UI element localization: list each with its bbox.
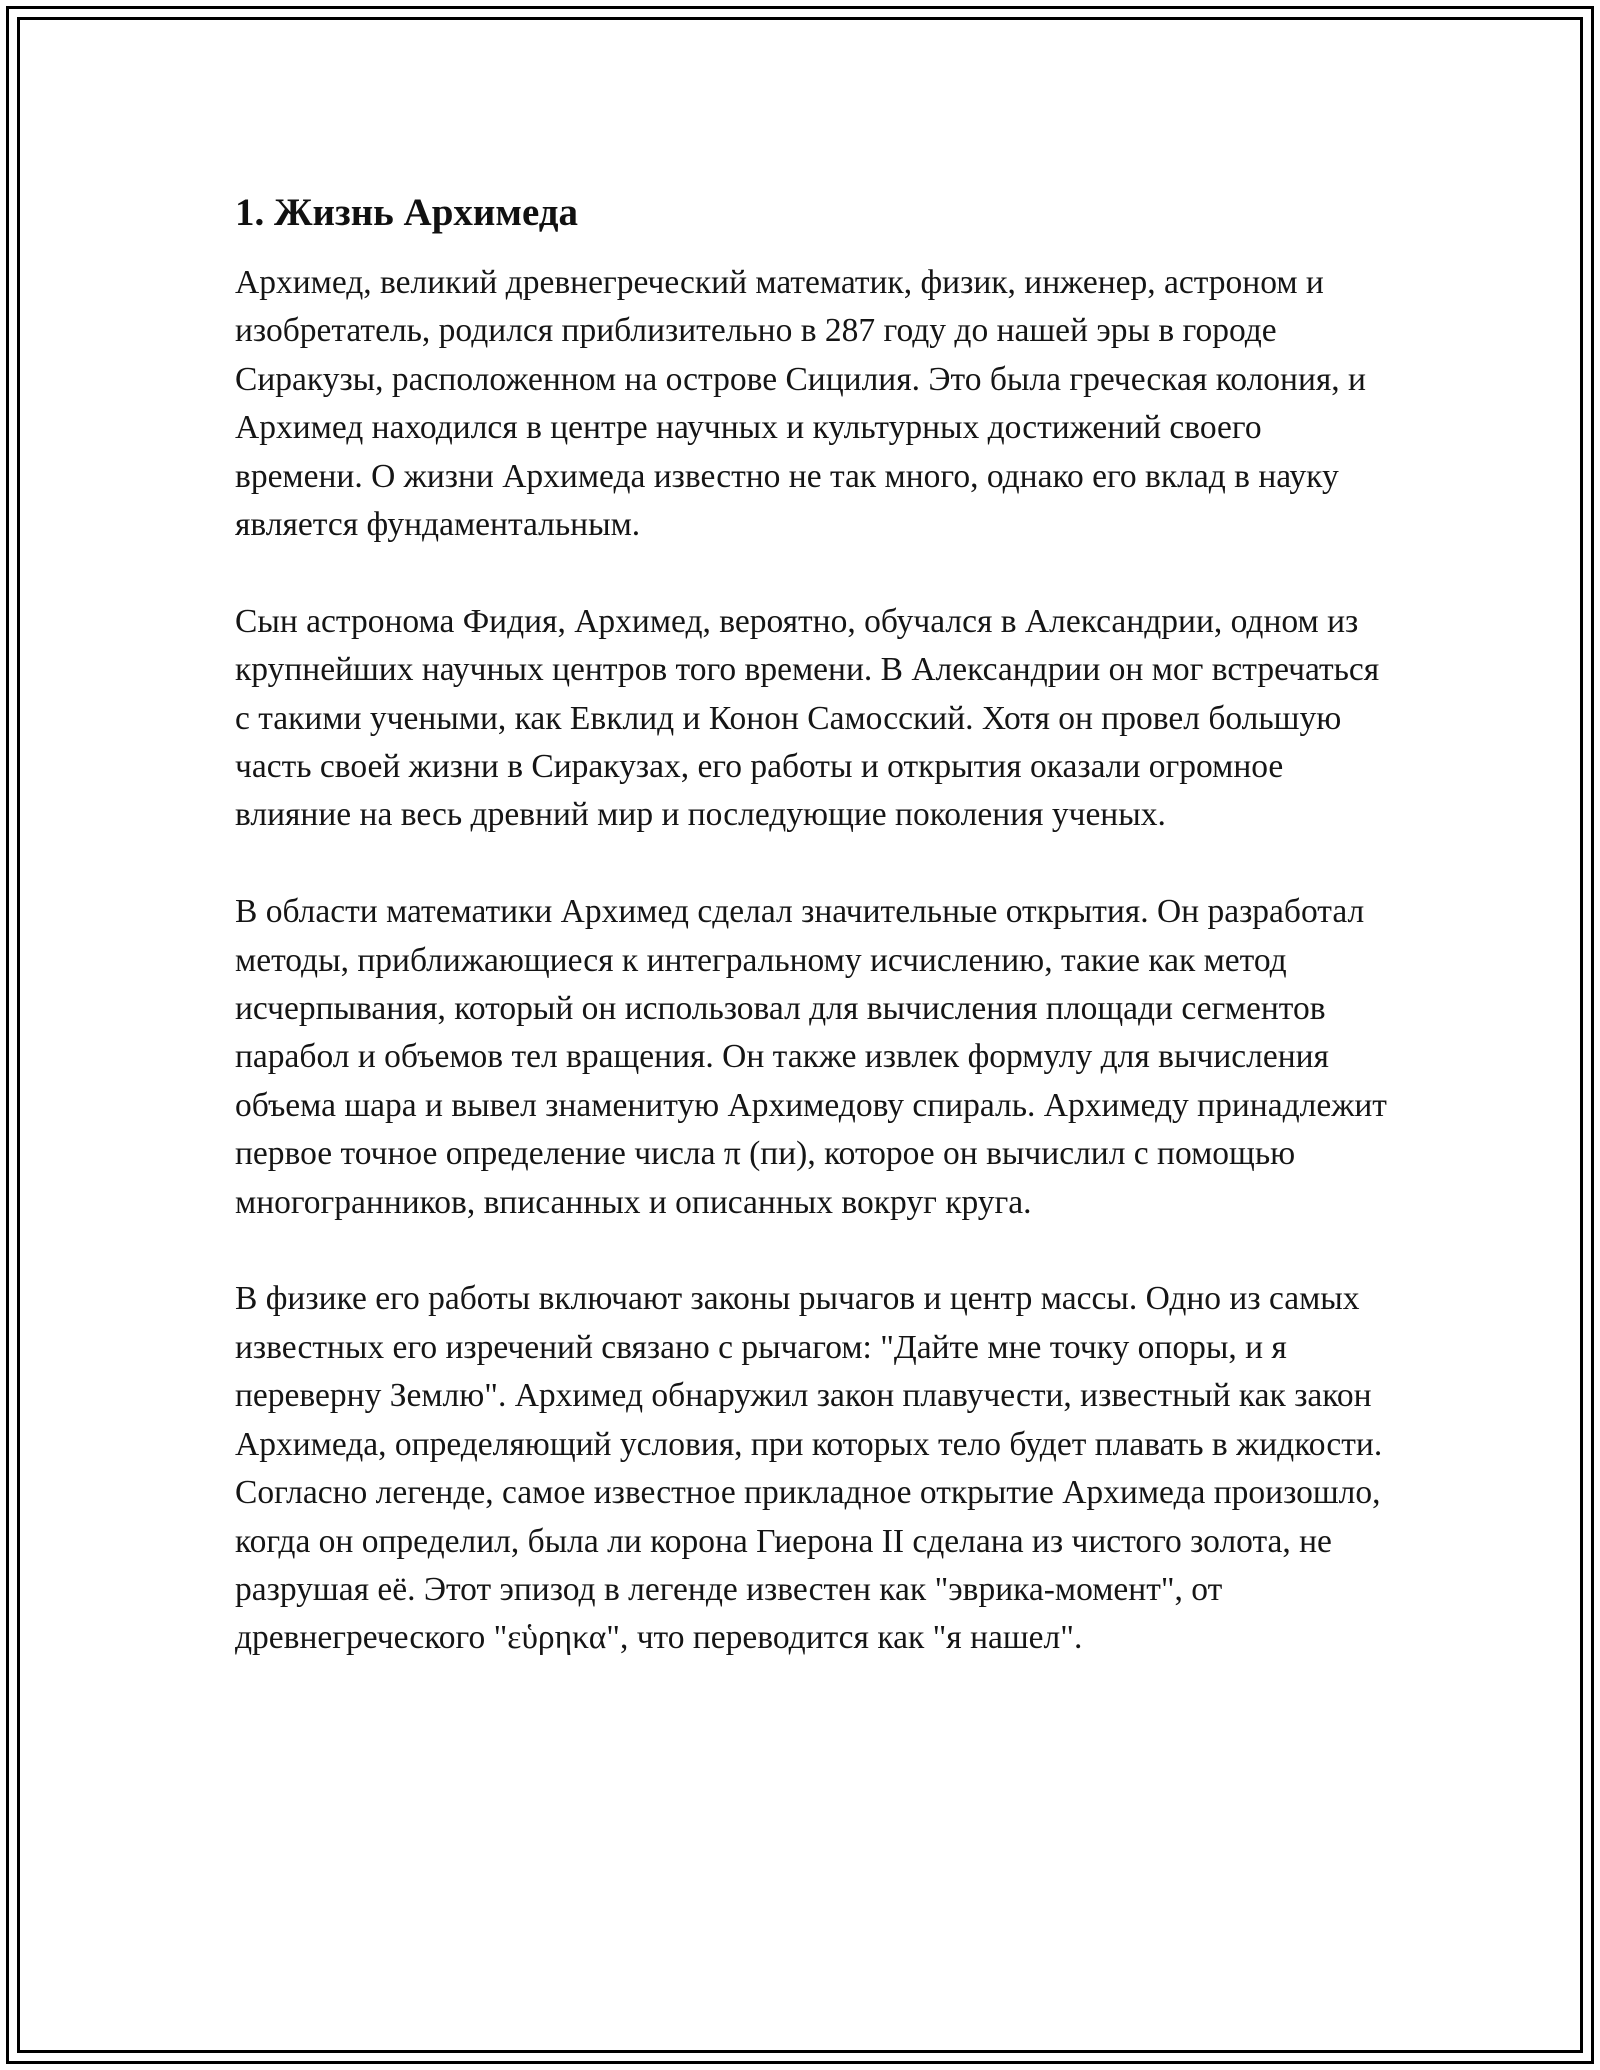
paragraph-4: В физике его работы включают законы рычагов и центр массы. Одно из самых известных его изречений связано с рычагом: "Дайте мне точку опоры, и я переверну Землю". Архимед обнаружил закон плавучести, известный как закон Архимеда, определяющий условия, при которых тело будет плавать в жидкости. Согласно легенде, самое известное прикладное открытие Архимеда произошло, когда он определил, была ли корона Гиерона II сделана из чистого золота, не разрушая её. Этот эпизод в легенде известен как "эврика-момент", от древнегреческого "εὑρηκα", что переводится как "я нашел". [235, 1280, 1383, 1657]
paragraph-3: В области математики Архимед сделал значительные открытия. Он разработал методы, приближающиеся к интегральному исчислению, такие как метод исчерпывания, который он использовал для вычисления площади сегментов парабол и объемов тел вращения. Он также извлек формулу для вычисления объема шара и вывел знаменитую Архимедову спираль. Архимеду принадлежит первое точное определение числа π (пи), которое он вычислил с помощью многогранников, вписанных и описанных вокруг круга. [235, 893, 1387, 1221]
section-heading: 1. Жизнь Архимеда [235, 191, 578, 234]
paragraph-1: Архимед, великий древнегреческий математик, физик, инженер, астроном и изобретатель, родился приблизительно в 287 году до нашей эры в городе Сиракузы, расположенном на острове Сицилия. Это была греческая колония, и Архимед находился в центре научных и культурных достижений своего времени. О жизни Архимеда известно не так много, однако его вклад в науку является фундаментальным. [235, 264, 1366, 544]
document-body [235, 185, 1395, 1663]
paragraph-2: Сын астронома Фидия, Архимед, вероятно, обучался в Александрии, одном из крупнейших научных центров того времени. В Александрии он мог встречаться с такими учеными, как Евклид и Конон Самосский. Хотя он провел большую часть своей жизни в Сиракузах, его работы и открытия оказали огромное влияние на весь древний мир и последующие поколения ученых. [235, 602, 1380, 834]
